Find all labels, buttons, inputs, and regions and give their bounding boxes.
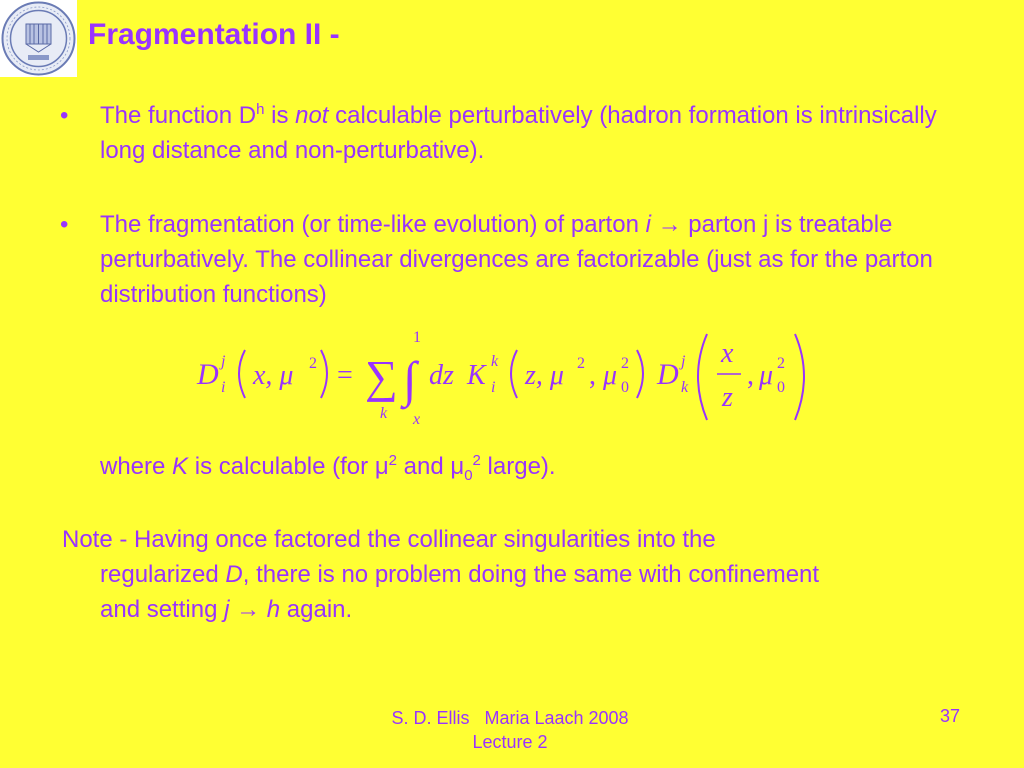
text: is	[264, 102, 296, 129]
eq-D2: D	[657, 358, 679, 391]
eq-D2-mu-sub: 0	[777, 379, 785, 396]
eq-lhs-args: x, μ	[253, 360, 294, 391]
where-line	[100, 449, 556, 484]
eq-K-sup: k	[491, 353, 499, 370]
eq-D2-sup: j	[681, 353, 686, 370]
arrow-symbol: →	[650, 211, 689, 238]
eq-K-mu0-sup: 2	[621, 355, 629, 372]
eq-frac-num: x	[721, 338, 734, 369]
eq-dz: dz	[429, 360, 454, 391]
eq-K-mu-sup: 2	[577, 355, 585, 372]
integral-symbol: ∫	[403, 351, 417, 407]
symbol-mu: μ	[450, 453, 465, 480]
text: The fragmentation (or time-like evolution) of parton	[100, 211, 646, 238]
paren-left-large	[698, 334, 707, 420]
eq-frac-den: z	[722, 382, 733, 413]
paren-left	[511, 350, 517, 398]
eq-K-mu0: μ	[603, 360, 618, 391]
superscript-h: h	[256, 101, 265, 118]
eq-K-mu0-sub: 0	[621, 379, 629, 396]
text: calculable perturbatively (hadron formation is intrinsically long distance and non-perturbative).	[100, 102, 937, 164]
fragmentation-equation	[185, 322, 825, 430]
text: and setting	[100, 596, 225, 623]
eq-lhs-sub: i	[221, 379, 226, 396]
footer-line-2: Lecture 2	[472, 732, 548, 752]
note-line-2	[62, 557, 972, 592]
symbol-K: K	[172, 453, 189, 480]
eq-K-args: z, μ	[525, 360, 564, 391]
university-seal-logo	[0, 0, 77, 77]
eq-D2-mu: μ	[759, 360, 774, 391]
eq-lhs-D: D	[197, 358, 219, 391]
text: again.	[280, 596, 353, 623]
eq-sum-sub: k	[380, 405, 388, 422]
note-line-1: Note - Having once factored the collinear singularities into the	[62, 526, 716, 553]
eq-D2-sub: k	[681, 379, 689, 396]
page-number: 37	[939, 706, 960, 726]
text: large).	[480, 453, 556, 480]
eq-K: K	[467, 360, 486, 391]
bullet-dot: •	[60, 102, 69, 129]
paren-right-large	[795, 334, 804, 420]
eq-equals: =	[337, 360, 353, 391]
university-seal-icon	[0, 0, 77, 77]
eq-D2-mu-sup: 2	[777, 355, 785, 372]
bullet-dot: •	[60, 211, 69, 238]
paren-right	[321, 350, 327, 398]
eq-K-sub: i	[491, 379, 496, 396]
symbol-j: j	[224, 596, 230, 623]
bullet-paragraph-1	[60, 98, 980, 168]
symbol-mu: μ	[374, 453, 389, 480]
paren-left	[239, 350, 245, 398]
text: regularized	[100, 561, 226, 588]
eq-int-upper: 1	[413, 329, 421, 346]
superscript-2: 2	[388, 452, 397, 469]
sum-symbol: ∑	[365, 351, 398, 402]
footer-citation	[360, 706, 660, 754]
bullet-paragraph-2	[60, 207, 980, 312]
eq-lhs-mu-sup: 2	[309, 355, 317, 372]
paren-right	[637, 350, 643, 398]
note-line-3	[62, 592, 972, 627]
eq-comma: ,	[747, 360, 754, 391]
emphasis-not: not	[295, 102, 329, 129]
symbol-D: D	[225, 561, 243, 588]
text: is calculable (for	[188, 453, 375, 480]
text: The function D	[100, 102, 257, 129]
text: and	[396, 453, 451, 480]
eq-lhs-sup: j	[221, 353, 226, 370]
footer-line-1: S. D. Ellis Maria Laach 2008	[391, 708, 629, 728]
text: parton j is treatable perturbatively. The collinear divergences are factorizable (just as for the parton distribution functions)	[100, 211, 933, 308]
note-paragraph	[62, 522, 972, 627]
eq-comma: ,	[589, 360, 596, 391]
symbol-h: h	[266, 596, 281, 623]
eq-int-lower: x	[413, 411, 421, 428]
parton-i: i	[645, 211, 651, 238]
subscript-0: 0	[464, 466, 473, 484]
text: where	[100, 453, 173, 480]
text: , there is no problem doing the same with confinement	[242, 561, 820, 588]
slide-title: Fragmentation II -	[88, 18, 340, 51]
arrow-symbol: →	[229, 596, 267, 623]
superscript-2: 2	[472, 452, 481, 469]
